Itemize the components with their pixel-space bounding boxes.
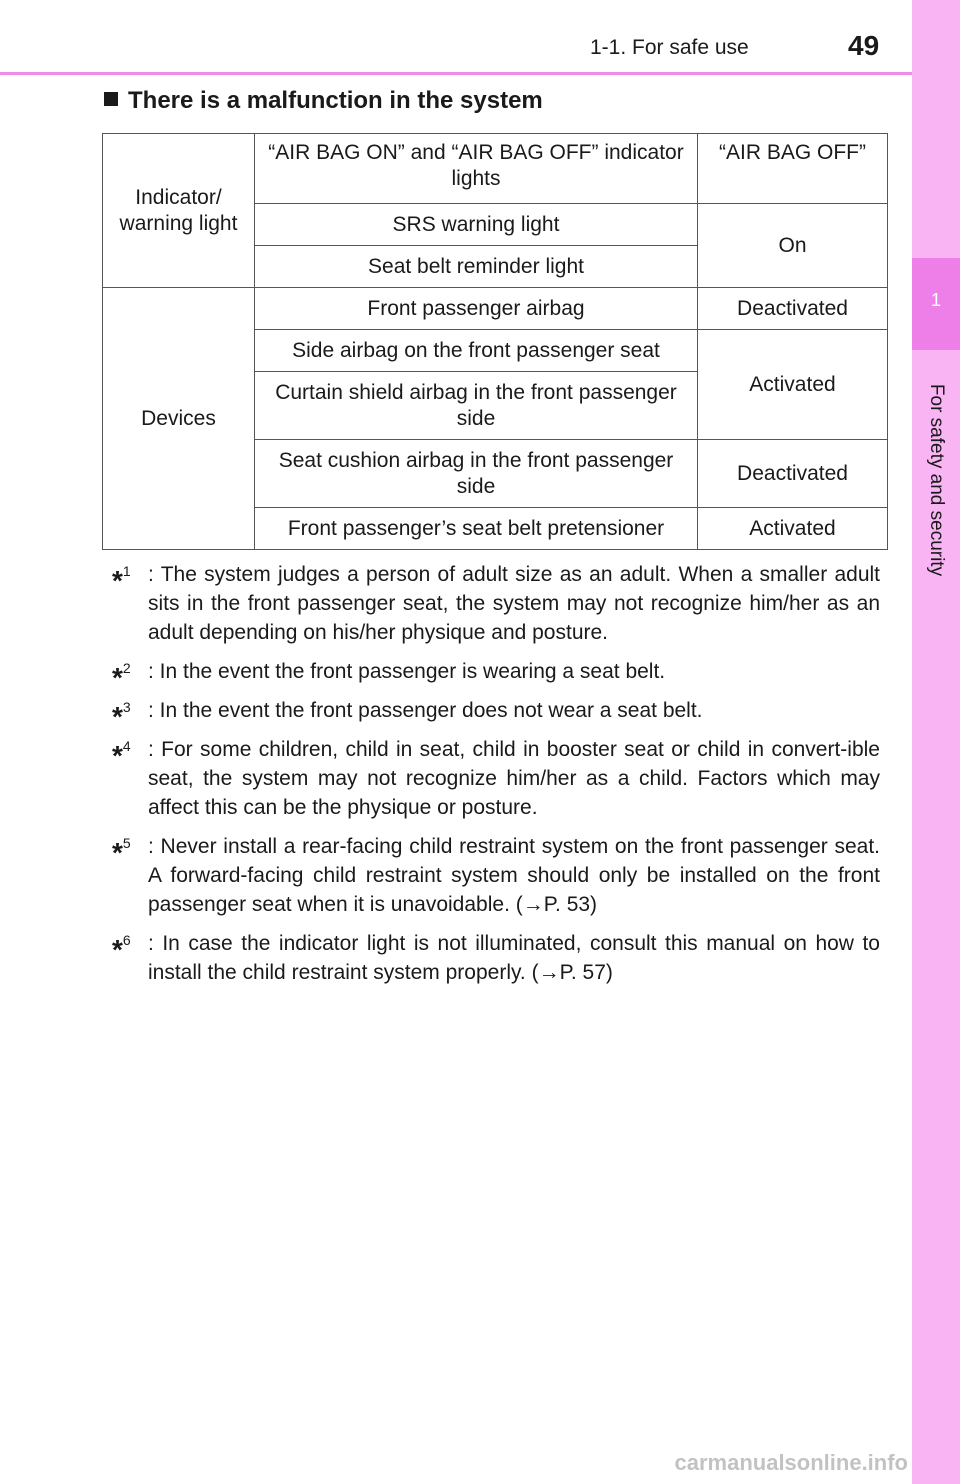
footnote bbox=[104, 735, 880, 822]
chapter-title: For safety and security bbox=[926, 383, 947, 577]
asterisk-icon: * bbox=[112, 701, 123, 732]
watermark: carmanualsonline.info bbox=[674, 1450, 908, 1475]
footnote-number: 6 bbox=[122, 932, 131, 948]
footnote-marker bbox=[112, 929, 131, 963]
table-cell-item: Curtain shield airbag in the front passenger side bbox=[255, 372, 698, 440]
header-rule bbox=[0, 72, 912, 75]
footnote-text: : In the event the front passenger does not wear a seat belt. bbox=[148, 699, 703, 722]
airbag-status-table bbox=[102, 133, 888, 550]
section-label: 1-1. For safe use bbox=[590, 36, 749, 59]
footnote-text: : Never install a rear-facing child restraint system on the front passenger seat. A forward-facing child restraint system should only be installed on the front passenger seat when it is unavoidable. (→P. 53) bbox=[148, 835, 880, 916]
footnote-marker bbox=[112, 832, 131, 866]
table-cell-item: Front passenger’s seat belt pretensioner bbox=[255, 508, 698, 550]
table-cell-item: “AIR BAG ON” and “AIR BAG OFF” indicator lights bbox=[255, 134, 698, 204]
table-row bbox=[103, 288, 888, 330]
footnote bbox=[104, 832, 880, 919]
side-tab bbox=[912, 0, 960, 1484]
footnote bbox=[104, 560, 880, 647]
chapter-number: 1 bbox=[930, 290, 941, 310]
heading-text: There is a malfunction in the system bbox=[128, 87, 543, 114]
table-cell-item: Seat cushion airbag in the front passenger side bbox=[255, 440, 698, 508]
footnotes bbox=[104, 560, 880, 997]
footnote-number: 4 bbox=[122, 738, 131, 754]
asterisk-icon: * bbox=[112, 565, 123, 596]
table-row bbox=[103, 134, 888, 204]
asterisk-icon: * bbox=[112, 934, 123, 965]
footnote-text: : In case the indicator light is not illuminated, consult this manual on how to install the child restraint system properly. (→P. 57) bbox=[148, 932, 880, 984]
asterisk-icon: * bbox=[112, 662, 123, 693]
table-cell-state: Deactivated bbox=[698, 440, 888, 508]
footnote-text: : For some children, child in seat, child in booster seat or child in convert-ible seat, the system may not recognize him/her as a child. Factors which may affect this can be the physique or posture. bbox=[148, 738, 880, 819]
row-group-indicator: Indicator/ warning light bbox=[103, 134, 255, 288]
asterisk-icon: * bbox=[112, 740, 123, 771]
footnote-marker bbox=[112, 657, 131, 691]
table-cell-state: On bbox=[698, 204, 888, 288]
footnote-marker bbox=[112, 735, 131, 769]
footnote-text: : The system judges a person of adult size as an adult. When a smaller adult sits in the front passenger seat, the system may not recognize him/her as an adult depending on his/her physique and posture. bbox=[148, 563, 880, 644]
table-cell-item: Seat belt reminder light bbox=[255, 246, 698, 288]
footnote bbox=[104, 657, 880, 693]
section-heading bbox=[104, 87, 543, 115]
footnote-text: : In the event the front passenger is wearing a seat belt. bbox=[148, 660, 666, 683]
table-cell-state: Activated bbox=[698, 508, 888, 550]
asterisk-icon: * bbox=[112, 837, 123, 868]
footnote bbox=[104, 929, 880, 987]
table-cell-item: Front passenger airbag bbox=[255, 288, 698, 330]
square-bullet-icon bbox=[104, 92, 118, 106]
table-cell-state: “AIR BAG OFF” bbox=[698, 134, 888, 204]
table-cell-item: SRS warning light bbox=[255, 204, 698, 246]
footnote-number: 1 bbox=[122, 563, 131, 579]
row-group-devices: Devices bbox=[103, 288, 255, 550]
table-cell-state: Deactivated bbox=[698, 288, 888, 330]
table-cell-state: Activated bbox=[698, 330, 888, 440]
footnote-number: 3 bbox=[122, 699, 131, 715]
page-number: 49 bbox=[848, 30, 880, 61]
table-cell-item: Side airbag on the front passenger seat bbox=[255, 330, 698, 372]
footnote-number: 5 bbox=[122, 835, 131, 851]
footnote bbox=[104, 696, 880, 732]
footnote-marker bbox=[112, 560, 131, 594]
footnote-marker bbox=[112, 696, 131, 730]
footnote-number: 2 bbox=[122, 660, 131, 676]
